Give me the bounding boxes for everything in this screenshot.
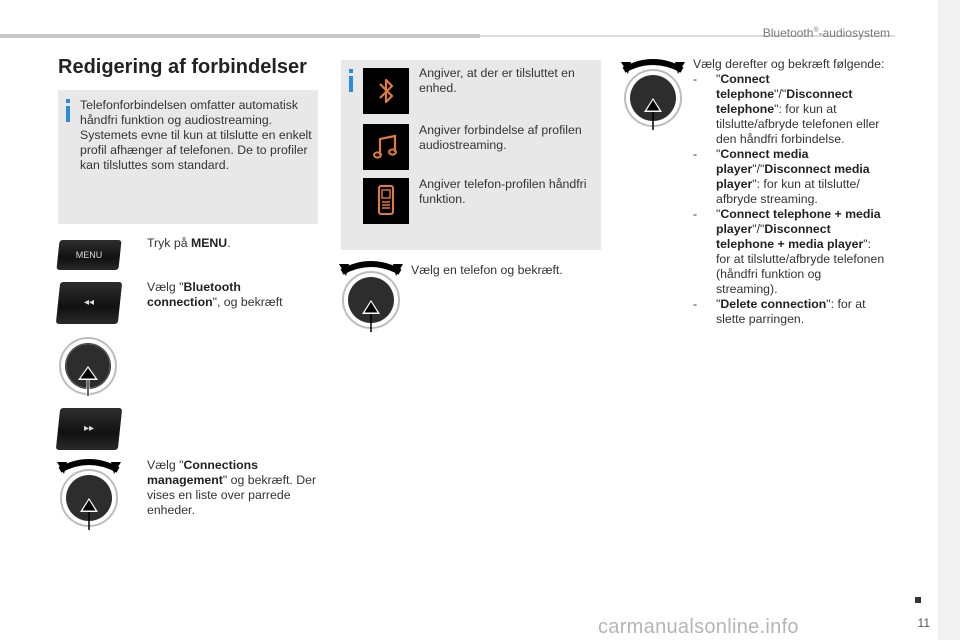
step-3-text: Vælg "Connections management" og bekræft. Der vises en liste over parrede enheder.	[147, 458, 317, 517]
icon-text-3: Angiver telefon-profilen håndfri funktion.	[419, 177, 587, 206]
step-2-text: Vælg "Bluetooth connection", og bekræft	[147, 280, 283, 309]
step-1-text: Tryk på MENU.	[147, 236, 231, 250]
info-text: Telefonforbindelsen omfatter automatisk håndfri funktion og audiostreaming. Systemets evne til kun at tilslutte en enkelt profil afhænger af telefonen. De to profiler kan tilsluttes som standard.	[80, 98, 312, 172]
page-edge-strip	[938, 0, 960, 640]
knob-press-icon	[58, 336, 120, 398]
info-box-left	[58, 90, 318, 224]
page-number: 11	[917, 616, 930, 630]
info-icon	[66, 106, 70, 122]
knob-rotate-press-icon	[338, 258, 404, 334]
end-of-section-marker	[915, 597, 921, 603]
knob-rotate-press-icon	[56, 456, 122, 532]
option-item: - "Connect telephone"/"Disconnect telephone": for kun at tilslutte/afbryde telefonen eller den håndfri forbindelse.	[693, 72, 880, 146]
info-icon	[349, 76, 353, 92]
option-item: - "Connect media player"/"Disconnect media player": for kun at tilslutte/ afbryde streaming.	[693, 147, 870, 206]
section-title: Bluetooth®-audiosystem	[762, 26, 890, 40]
option-item: - "Connect telephone + media player"/"Disconnect telephone + media player": for at tilslutte/afbryde telefonen (håndfri funktion og streaming).	[693, 207, 885, 296]
step-4-text: Vælg en telefon og bekræft.	[411, 263, 563, 277]
menu-key: MENU	[56, 240, 121, 270]
header-rule-left	[0, 34, 480, 38]
bluetooth-icon	[363, 68, 409, 114]
music-note-icon	[363, 124, 409, 170]
previous-key: ◂◂	[56, 282, 122, 324]
watermark: carmanualsonline.info	[598, 616, 799, 638]
option-item: - "Delete connection": for at slette parringen.	[693, 297, 866, 326]
next-key: ▸▸	[56, 408, 122, 450]
options-column	[693, 57, 885, 327]
knob-rotate-press-icon	[620, 56, 686, 132]
icon-text-2: Angiver forbindelse af profilen audiostreaming.	[419, 123, 582, 152]
phone-icon	[363, 178, 409, 224]
info-box-icons	[341, 60, 601, 250]
icon-text-1: Angiver, at der er tilsluttet en enhed.	[419, 66, 575, 95]
page-title: Redigering af forbindelser	[58, 56, 307, 78]
options-intro: Vælg derefter og bekræft følgende:	[693, 57, 885, 71]
